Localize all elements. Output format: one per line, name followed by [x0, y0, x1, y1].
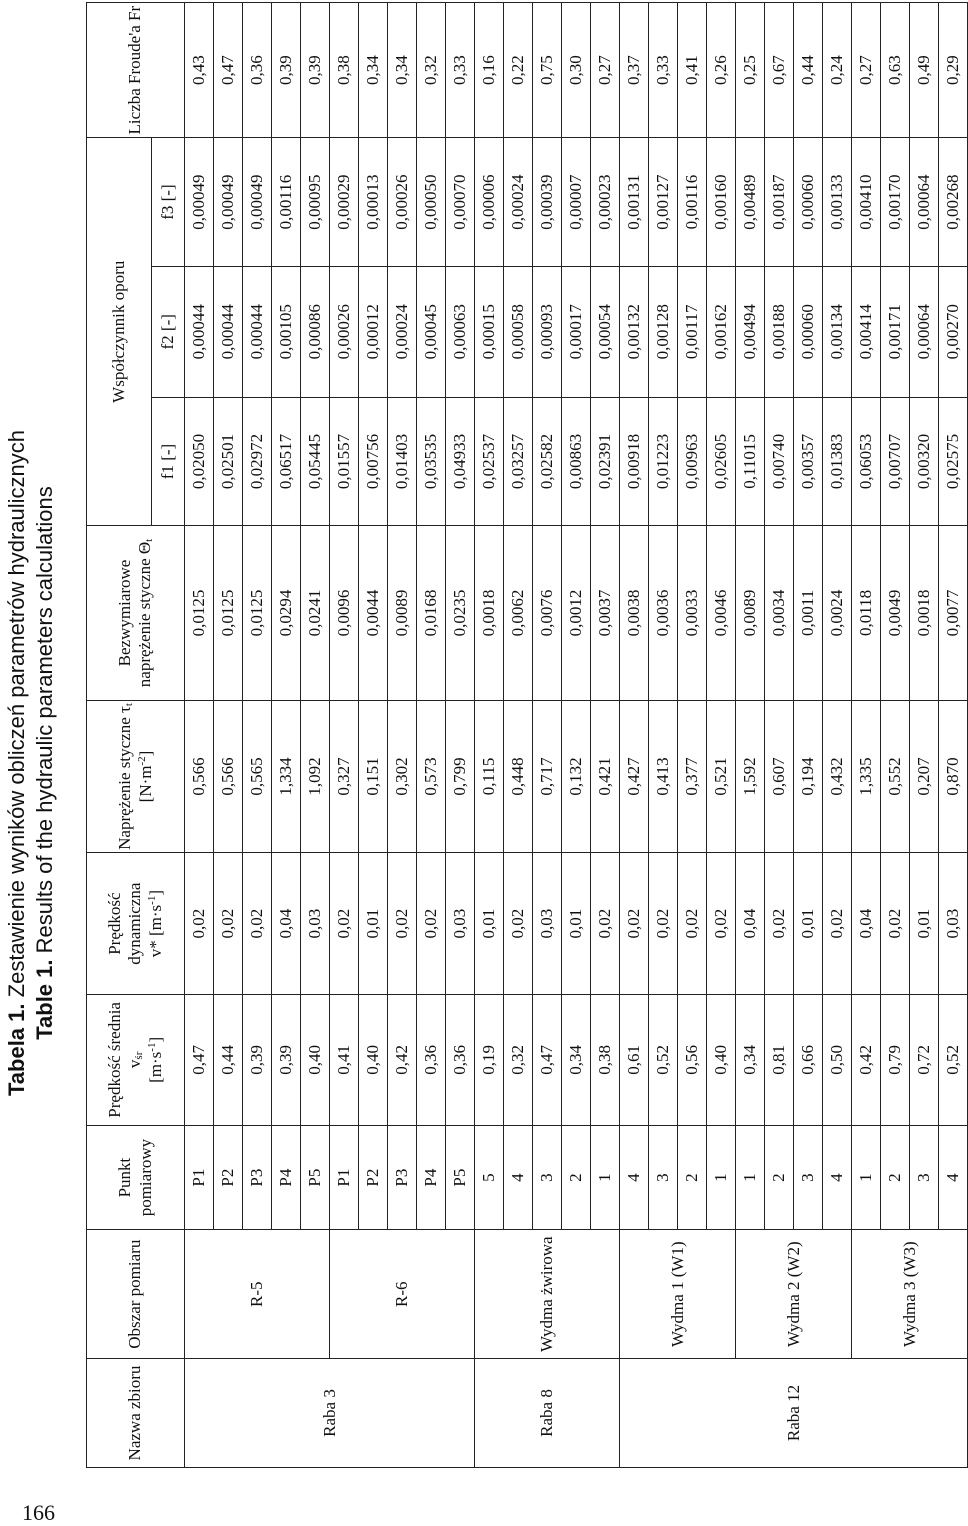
froude-cell: 0,37	[620, 3, 649, 138]
dimensionless-stress-cell: 0,0012	[562, 526, 591, 700]
f3-cell: 0,00049	[243, 138, 272, 267]
dimensionless-stress-cell: 0,0018	[910, 526, 939, 700]
f3-cell: 0,00116	[272, 138, 301, 267]
f3-cell: 0,00049	[185, 138, 214, 267]
header-shear-velocity-label: Prędkość dynamiczna	[104, 882, 145, 965]
f3-cell: 0,00268	[939, 138, 968, 267]
area-cell: Wydma żwirowa	[475, 1230, 620, 1359]
table-row	[736, 3, 765, 1468]
f2-cell: 0,00044	[185, 266, 214, 397]
froude-cell: 0,24	[823, 3, 852, 138]
froude-cell: 0,49	[910, 3, 939, 138]
mean-velocity-cell: 0,50	[823, 994, 852, 1125]
shear-stress-cell: 0,565	[243, 700, 272, 853]
results-table	[86, 2, 968, 1468]
shear-stress-cell: 0,377	[678, 700, 707, 853]
dimensionless-stress-cell: 0,0089	[388, 526, 417, 700]
shear-velocity-cell: 0,02	[881, 853, 910, 995]
shear-stress-cell: 0,566	[185, 700, 214, 853]
shear-velocity-cell: 0,02	[678, 853, 707, 995]
shear-stress-cell: 1,092	[301, 700, 330, 853]
f2-cell: 0,00171	[881, 266, 910, 397]
point-cell: 2	[881, 1125, 910, 1230]
shear-velocity-cell: 0,02	[765, 853, 794, 995]
shear-stress-cell: 0,870	[939, 700, 968, 853]
point-cell: 4	[504, 1125, 533, 1230]
shear-stress-cell: 0,717	[533, 700, 562, 853]
shear-stress-cell: 0,151	[359, 700, 388, 853]
f3-cell: 0,00170	[881, 138, 910, 267]
f2-cell: 0,00086	[301, 266, 330, 397]
shear-stress-cell: 0,448	[504, 700, 533, 853]
header-shear-velocity: Prędkość dynamiczna v* $[m\cdot s^{-1}]$	[87, 853, 185, 995]
f1-cell: 0,06053	[852, 397, 881, 526]
froude-cell: 0,36	[243, 3, 272, 138]
header-shear-stress-unit: [N·m	[135, 765, 155, 803]
table-body	[185, 3, 968, 1468]
table-caption-polish	[6, 0, 28, 1526]
f3-cell: 0,00187	[765, 138, 794, 267]
f2-cell: 0,00494	[736, 266, 765, 397]
point-cell: P3	[243, 1125, 272, 1230]
shear-velocity-cell: 0,02	[243, 853, 272, 995]
f1-cell: 0,00756	[359, 397, 388, 526]
f3-cell: 0,00064	[910, 138, 939, 267]
mean-velocity-cell: 0,34	[736, 994, 765, 1125]
point-cell: 1	[736, 1125, 765, 1230]
dimensionless-stress-cell: 0,0077	[939, 526, 968, 700]
area-cell: R-6	[330, 1230, 475, 1359]
f1-cell: 0,02391	[591, 397, 620, 526]
shear-velocity-cell: 0,03	[301, 853, 330, 995]
point-cell: P2	[359, 1125, 388, 1230]
dataset-cell: Raba 12	[620, 1359, 968, 1468]
shear-stress-cell: 0,194	[794, 700, 823, 853]
caption-text-polish: Zestawienie wyników obliczeń parametrów hydraulicznych	[4, 430, 29, 998]
mean-velocity-cell: 0,34	[562, 994, 591, 1125]
dimensionless-stress-cell: 0,0018	[475, 526, 504, 700]
point-cell: P2	[214, 1125, 243, 1230]
dimensionless-stress-cell: 0,0125	[243, 526, 272, 700]
header-shear-velocity-exp: -1	[145, 895, 158, 905]
froude-cell: 0,39	[272, 3, 301, 138]
f1-cell: 0,02501	[214, 397, 243, 526]
f1-cell: 0,04933	[446, 397, 475, 526]
mean-velocity-cell: 0,38	[591, 994, 620, 1125]
header-f1: f1 [-]	[152, 397, 185, 526]
shear-velocity-cell: 0,03	[533, 853, 562, 995]
header-f2: f2 [-]	[152, 266, 185, 397]
dimensionless-stress-cell: 0,0044	[359, 526, 388, 700]
f2-cell: 0,00162	[707, 266, 736, 397]
f1-cell: 0,01383	[823, 397, 852, 526]
froude-cell: 0,67	[765, 3, 794, 138]
f3-cell: 0,00026	[388, 138, 417, 267]
point-cell: 5	[475, 1125, 504, 1230]
dimensionless-stress-cell: 0,0294	[272, 526, 301, 700]
dimensionless-stress-cell: 0,0062	[504, 526, 533, 700]
header-dimensionless-stress	[87, 526, 185, 700]
shear-stress-cell: 0,566	[214, 700, 243, 853]
froude-cell: 0,26	[707, 3, 736, 138]
header-mean-velocity-unit: [m·s	[146, 1051, 166, 1083]
shear-velocity-cell: 0,01	[475, 853, 504, 995]
f3-cell: 0,00029	[330, 138, 359, 267]
f1-cell: 0,02537	[475, 397, 504, 526]
f1-cell: 0,00320	[910, 397, 939, 526]
dataset-cell: Raba 8	[475, 1359, 620, 1468]
point-cell: P3	[388, 1125, 417, 1230]
shear-stress-cell: 0,115	[475, 700, 504, 853]
shear-velocity-cell: 0,04	[736, 853, 765, 995]
header-shear-velocity-unit: v* [m·s	[145, 904, 165, 958]
shear-stress-cell: 0,552	[881, 700, 910, 853]
shear-velocity-cell: 0,01	[562, 853, 591, 995]
header-f3: f3 [-]	[152, 138, 185, 267]
header-froude: Liczba Froude'a Fr	[87, 3, 185, 138]
froude-cell: 0,47	[214, 3, 243, 138]
f2-cell: 0,00414	[852, 266, 881, 397]
shear-velocity-cell: 0,02	[330, 853, 359, 995]
point-cell: 4	[620, 1125, 649, 1230]
f3-cell: 0,00049	[214, 138, 243, 267]
shear-velocity-cell: 0,03	[939, 853, 968, 995]
dimensionless-stress-cell: 0,0076	[533, 526, 562, 700]
dimensionless-stress-cell: 0,0089	[736, 526, 765, 700]
table-row	[620, 3, 649, 1468]
f1-cell: 0,00707	[881, 397, 910, 526]
point-cell: 4	[939, 1125, 968, 1230]
dimensionless-stress-cell: 0,0241	[301, 526, 330, 700]
f1-cell: 0,02972	[243, 397, 272, 526]
table-row	[852, 3, 881, 1468]
dimensionless-stress-cell: 0,0125	[185, 526, 214, 700]
f1-cell: 0,00863	[562, 397, 591, 526]
shear-stress-cell: 0,413	[649, 700, 678, 853]
froude-cell: 0,63	[881, 3, 910, 138]
mean-velocity-cell: 0,40	[707, 994, 736, 1125]
shear-stress-cell: 0,427	[620, 700, 649, 853]
header-dataset: Nazwa zbioru	[87, 1359, 185, 1468]
mean-velocity-cell: 0,42	[852, 994, 881, 1125]
point-cell: 3	[533, 1125, 562, 1230]
f1-cell: 0,03535	[417, 397, 446, 526]
shear-velocity-cell: 0,01	[910, 853, 939, 995]
f1-cell: 0,05445	[301, 397, 330, 526]
point-cell: 3	[794, 1125, 823, 1230]
f2-cell: 0,00017	[562, 266, 591, 397]
mean-velocity-cell: 0,66	[794, 994, 823, 1125]
shear-stress-cell: 0,327	[330, 700, 359, 853]
area-cell: Wydma 1 (W1)	[620, 1230, 736, 1359]
mean-velocity-cell: 0,79	[881, 994, 910, 1125]
dimensionless-stress-cell: 0,0118	[852, 526, 881, 700]
shear-velocity-cell: 0,02	[417, 853, 446, 995]
shear-velocity-cell: 0,02	[504, 853, 533, 995]
mean-velocity-cell: 0,61	[620, 994, 649, 1125]
point-cell: P5	[446, 1125, 475, 1230]
f1-cell: 0,02582	[533, 397, 562, 526]
dimensionless-stress-cell: 0,0049	[881, 526, 910, 700]
f3-cell: 0,00160	[707, 138, 736, 267]
f1-cell: 0,00963	[678, 397, 707, 526]
froude-cell: 0,30	[562, 3, 591, 138]
froude-cell: 0,44	[794, 3, 823, 138]
area-cell: Wydma 2 (W2)	[736, 1230, 852, 1359]
froude-cell: 0,34	[359, 3, 388, 138]
shear-stress-cell: 0,421	[591, 700, 620, 853]
f1-cell: 0,01403	[388, 397, 417, 526]
mean-velocity-cell: 0,72	[910, 994, 939, 1125]
f1-cell: 0,00740	[765, 397, 794, 526]
f3-cell: 0,00024	[504, 138, 533, 267]
header-point: Punkt pomiarowy	[87, 1125, 185, 1230]
point-cell: 1	[591, 1125, 620, 1230]
shear-stress-cell: 1,335	[852, 700, 881, 853]
f2-cell: 0,00132	[620, 266, 649, 397]
area-cell: Wydma 3 (W3)	[852, 1230, 968, 1359]
shear-stress-cell: 0,302	[388, 700, 417, 853]
f2-cell: 0,00188	[765, 266, 794, 397]
dimensionless-stress-cell: 0,0034	[765, 526, 794, 700]
point-cell: 1	[707, 1125, 736, 1230]
header-mean-velocity-exp: -1	[146, 1042, 159, 1052]
dimensionless-stress-cell: 0,0168	[417, 526, 446, 700]
f1-cell: 0,00918	[620, 397, 649, 526]
f2-cell: 0,00270	[939, 266, 968, 397]
point-cell: P1	[330, 1125, 359, 1230]
shear-stress-cell: 0,432	[823, 700, 852, 853]
dimensionless-stress-cell: 0,0096	[330, 526, 359, 700]
f3-cell: 0,00133	[823, 138, 852, 267]
shear-velocity-cell: 0,02	[707, 853, 736, 995]
mean-velocity-cell: 0,56	[678, 994, 707, 1125]
header-mean-velocity: Prędkość średnia vśr $[m\cdot s^{-1}]$	[87, 994, 185, 1125]
dimensionless-stress-cell: 0,0011	[794, 526, 823, 700]
f2-cell: 0,00015	[475, 266, 504, 397]
dimensionless-stress-cell: 0,0038	[620, 526, 649, 700]
f3-cell: 0,00007	[562, 138, 591, 267]
caption-label-polish: Tabela 1.	[4, 1003, 29, 1097]
point-cell: 2	[562, 1125, 591, 1230]
froude-cell: 0,33	[649, 3, 678, 138]
f1-cell: 0,01223	[649, 397, 678, 526]
f3-cell: 0,00116	[678, 138, 707, 267]
shear-velocity-cell: 0,02	[185, 853, 214, 995]
header-area: Obszar pomiaru	[87, 1230, 185, 1359]
f2-cell: 0,00026	[330, 266, 359, 397]
header-mean-velocity-label: Prędkość średnia v	[104, 1002, 144, 1118]
mean-velocity-cell: 0,32	[504, 994, 533, 1125]
page-number: 166	[22, 1500, 55, 1525]
table-row	[330, 3, 359, 1468]
f2-cell: 0,00054	[591, 266, 620, 397]
froude-cell: 0,39	[301, 3, 330, 138]
header-shear-stress-label: Naprężenie styczne τ	[114, 706, 134, 850]
shear-velocity-cell: 0,03	[446, 853, 475, 995]
froude-cell: 0,33	[446, 3, 475, 138]
f2-cell: 0,00044	[243, 266, 272, 397]
mean-velocity-cell: 0,52	[649, 994, 678, 1125]
caption-text-english: Results of the hydraulic parameters calculations	[32, 486, 57, 954]
froude-cell: 0,25	[736, 3, 765, 138]
point-cell: 2	[765, 1125, 794, 1230]
f3-cell: 0,00006	[475, 138, 504, 267]
mean-velocity-cell: 0,39	[272, 994, 301, 1125]
f1-cell: 0,00357	[794, 397, 823, 526]
mean-velocity-cell: 0,47	[533, 994, 562, 1125]
f2-cell: 0,00044	[214, 266, 243, 397]
dataset-cell: Raba 3	[185, 1359, 475, 1468]
f2-cell: 0,00012	[359, 266, 388, 397]
mean-velocity-cell: 0,40	[359, 994, 388, 1125]
header-dimensionless-stress-label: Bezwymiarowe naprężenie styczne Θ	[114, 541, 155, 688]
dimensionless-stress-cell: 0,0125	[214, 526, 243, 700]
point-cell: 4	[823, 1125, 852, 1230]
header-dimensionless-stress-sub: t	[143, 538, 156, 542]
mean-velocity-cell: 0,36	[446, 994, 475, 1125]
mean-velocity-cell: 0,44	[214, 994, 243, 1125]
point-cell: P4	[417, 1125, 446, 1230]
shear-stress-cell: 1,334	[272, 700, 301, 853]
shear-velocity-cell: 0,01	[359, 853, 388, 995]
shear-velocity-cell: 0,02	[823, 853, 852, 995]
mean-velocity-cell: 0,39	[243, 994, 272, 1125]
dimensionless-stress-cell: 0,0037	[591, 526, 620, 700]
table-row	[475, 3, 504, 1468]
header-shear-stress: Naprężenie styczne τt $[N\cdot m^{-2}]$	[87, 700, 185, 853]
f3-cell: 0,00095	[301, 138, 330, 267]
f3-cell: 0,00060	[794, 138, 823, 267]
caption-label-english: Table 1.	[32, 959, 57, 1040]
f3-cell: 0,00050	[417, 138, 446, 267]
point-cell: P4	[272, 1125, 301, 1230]
shear-stress-cell: 0,607	[765, 700, 794, 853]
shear-stress-cell: 0,207	[910, 700, 939, 853]
f1-cell: 0,06517	[272, 397, 301, 526]
header-shear-stress-sub: t	[122, 703, 135, 707]
table-caption-english	[34, 0, 56, 1526]
shear-stress-cell: 0,521	[707, 700, 736, 853]
point-cell: 1	[852, 1125, 881, 1230]
shear-velocity-cell: 0,02	[591, 853, 620, 995]
shear-velocity-cell: 0,04	[272, 853, 301, 995]
f2-cell: 0,00093	[533, 266, 562, 397]
f2-cell: 0,00058	[504, 266, 533, 397]
shear-stress-cell: 1,592	[736, 700, 765, 853]
f1-cell: 0,02575	[939, 397, 968, 526]
f2-cell: 0,00134	[823, 266, 852, 397]
shear-velocity-cell: 0,02	[649, 853, 678, 995]
froude-cell: 0,32	[417, 3, 446, 138]
point-cell: P5	[301, 1125, 330, 1230]
point-cell: 3	[649, 1125, 678, 1230]
point-cell: 3	[910, 1125, 939, 1230]
table-row	[185, 3, 214, 1468]
f1-cell: 0,02050	[185, 397, 214, 526]
dimensionless-stress-cell: 0,0036	[649, 526, 678, 700]
shear-velocity-cell: 0,01	[794, 853, 823, 995]
f3-cell: 0,00410	[852, 138, 881, 267]
shear-stress-cell: 0,132	[562, 700, 591, 853]
f3-cell: 0,00039	[533, 138, 562, 267]
mean-velocity-cell: 0,41	[330, 994, 359, 1125]
dimensionless-stress-cell: 0,0235	[446, 526, 475, 700]
f3-cell: 0,00127	[649, 138, 678, 267]
mean-velocity-cell: 0,47	[185, 994, 214, 1125]
shear-velocity-cell: 0,02	[214, 853, 243, 995]
froude-cell: 0,38	[330, 3, 359, 138]
froude-cell: 0,43	[185, 3, 214, 138]
f2-cell: 0,00064	[910, 266, 939, 397]
f2-cell: 0,00117	[678, 266, 707, 397]
froude-cell: 0,27	[852, 3, 881, 138]
f2-cell: 0,00128	[649, 266, 678, 397]
f2-cell: 0,00063	[446, 266, 475, 397]
mean-velocity-cell: 0,19	[475, 994, 504, 1125]
point-cell: 2	[678, 1125, 707, 1230]
shear-velocity-cell: 0,04	[852, 853, 881, 995]
mean-velocity-cell: 0,36	[417, 994, 446, 1125]
mean-velocity-cell: 0,40	[301, 994, 330, 1125]
f2-cell: 0,00060	[794, 266, 823, 397]
froude-cell: 0,34	[388, 3, 417, 138]
froude-cell: 0,75	[533, 3, 562, 138]
froude-cell: 0,27	[591, 3, 620, 138]
f3-cell: 0,00023	[591, 138, 620, 267]
shear-stress-cell: 0,799	[446, 700, 475, 853]
f3-cell: 0,00070	[446, 138, 475, 267]
f2-cell: 0,00045	[417, 266, 446, 397]
mean-velocity-cell: 0,81	[765, 994, 794, 1125]
area-cell: R-5	[185, 1230, 330, 1359]
f3-cell: 0,00131	[620, 138, 649, 267]
f1-cell: 0,01557	[330, 397, 359, 526]
dimensionless-stress-cell: 0,0033	[678, 526, 707, 700]
f1-cell: 0,02605	[707, 397, 736, 526]
header-shear-stress-exp: -2	[135, 756, 148, 766]
f2-cell: 0,00105	[272, 266, 301, 397]
shear-velocity-cell: 0,02	[620, 853, 649, 995]
header-friction-factor: Współczynnik oporu	[87, 138, 152, 526]
froude-cell: 0,22	[504, 3, 533, 138]
froude-cell: 0,29	[939, 3, 968, 138]
dimensionless-stress-cell: 0,0046	[707, 526, 736, 700]
shear-stress-cell: 0,573	[417, 700, 446, 853]
mean-velocity-cell: 0,52	[939, 994, 968, 1125]
froude-cell: 0,41	[678, 3, 707, 138]
f3-cell: 0,00489	[736, 138, 765, 267]
f3-cell: 0,00013	[359, 138, 388, 267]
shear-velocity-cell: 0,02	[388, 853, 417, 995]
f2-cell: 0,00024	[388, 266, 417, 397]
dimensionless-stress-cell: 0,0024	[823, 526, 852, 700]
f1-cell: 0,11015	[736, 397, 765, 526]
point-cell: P1	[185, 1125, 214, 1230]
header-mean-velocity-sub: śr	[132, 1051, 145, 1060]
froude-cell: 0,16	[475, 3, 504, 138]
mean-velocity-cell: 0,42	[388, 994, 417, 1125]
f1-cell: 0,03257	[504, 397, 533, 526]
